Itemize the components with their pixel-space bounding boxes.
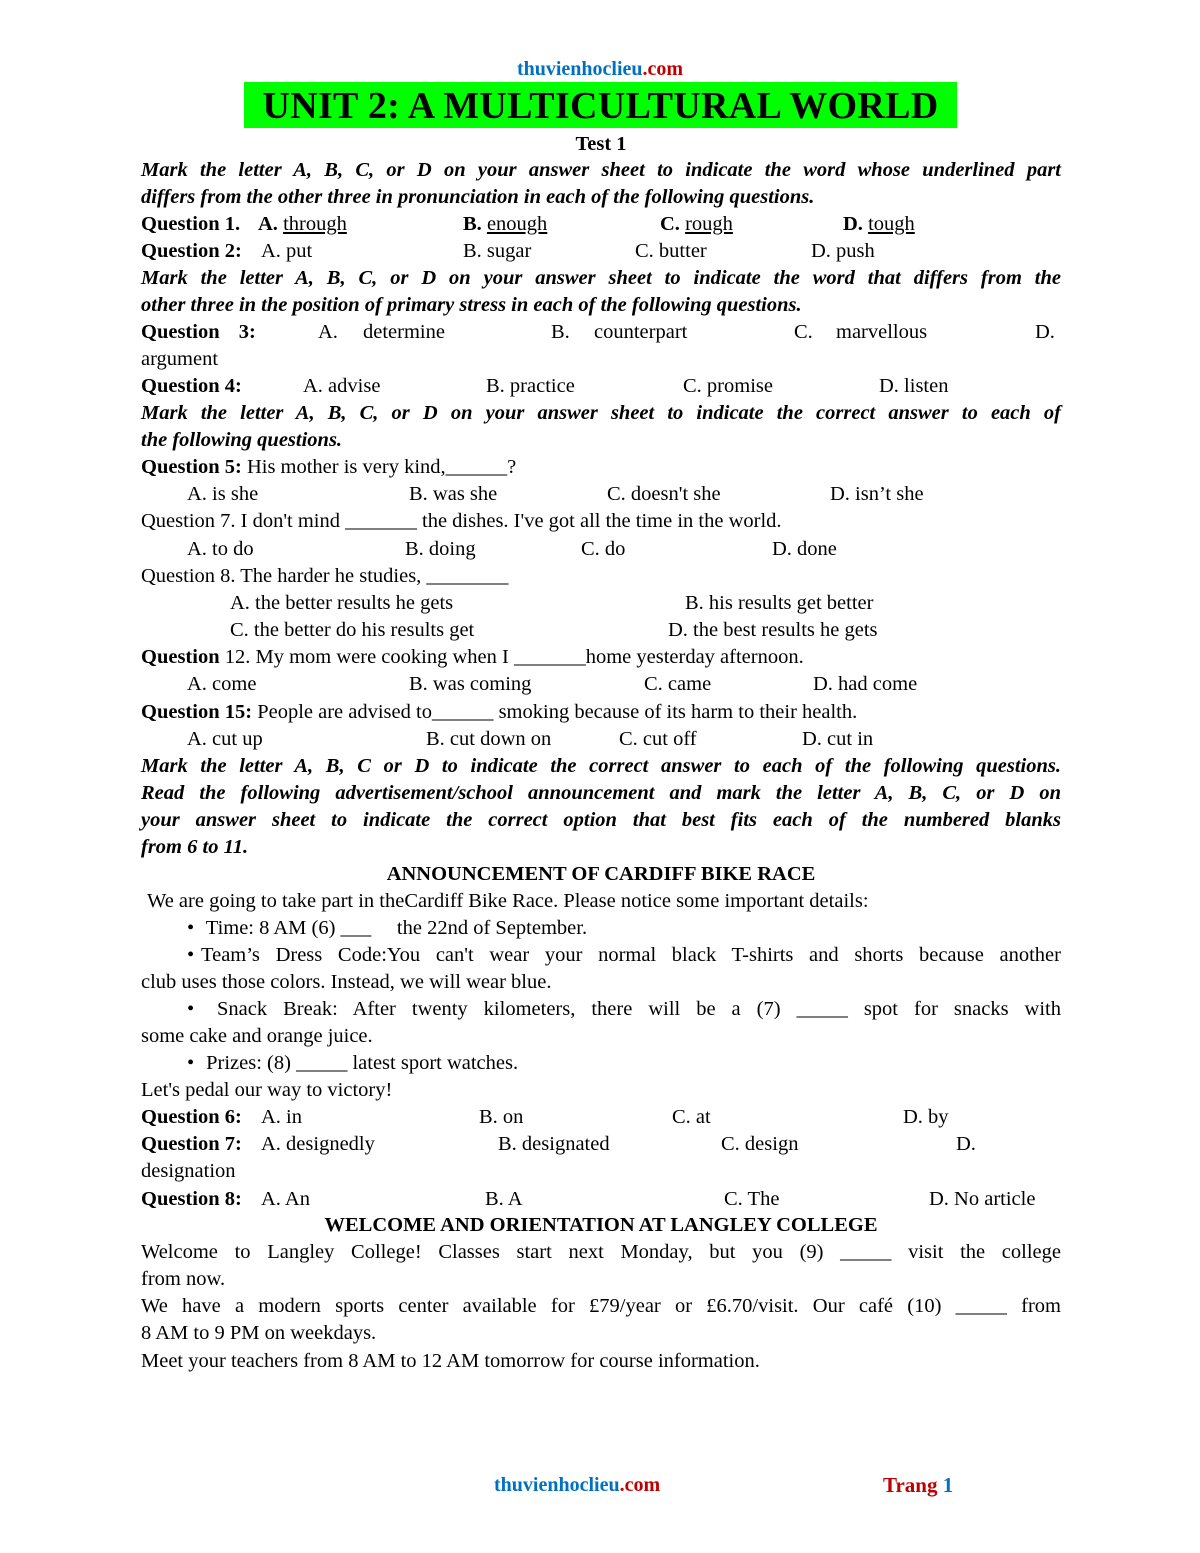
- bullet-icon: •: [187, 998, 195, 1020]
- q5-option-c: C. doesn't she: [607, 483, 721, 505]
- q6-label: Question 6:: [141, 1106, 242, 1128]
- q8b-option-a: A. An: [261, 1188, 310, 1210]
- bullet-prizes: [187, 1050, 518, 1076]
- bullet-icon: •: [187, 1052, 195, 1074]
- q3-c-letter: C.: [794, 321, 813, 343]
- instruction-pronunciation-1: Mark the letter A, B, C, or D on your answer sheet to indicate the word whose underlined part: [141, 159, 1061, 181]
- page-title: UNIT 2: A MULTICULTURAL WORLD: [244, 82, 957, 128]
- q3-label: Question 3:: [141, 321, 256, 343]
- q7-option-b: B. doing: [405, 538, 476, 560]
- q4-label: Question 4:: [141, 375, 242, 397]
- bullet-time: [187, 915, 587, 941]
- question-6: [141, 1104, 1061, 1130]
- q12-option-b: B. was coming: [409, 673, 532, 695]
- q7b-option-d: designation: [141, 1160, 236, 1182]
- q7-option-a: A. to do: [187, 538, 254, 560]
- q8-option-a: A. the better results he gets: [230, 592, 454, 614]
- header-site-name: thuvienhoclieu: [516, 58, 643, 80]
- question-8: Question 8. The harder he studies, ________: [141, 565, 509, 587]
- instruction-reading-1: Mark the letter A, B, C or D to indicate the correct answer to each of the following questions.: [141, 755, 1061, 777]
- footer-site: [494, 1474, 660, 1497]
- bullet-dress-code-2: club uses those colors. Instead, we will wear blue.: [141, 971, 552, 993]
- bullet-prizes-text: Prizes: (8) _____ latest sport watches.: [206, 1052, 519, 1074]
- header-site-domain: .com: [642, 58, 684, 80]
- q7b-option-c: C. design: [721, 1133, 799, 1155]
- q1-b-letter: B.: [463, 213, 482, 235]
- bullet-snack-text: Snack Break: After twenty kilometers, there will be a (7) _____ spot for snacks with: [217, 998, 1061, 1020]
- announcement-1-heading: ANNOUNCEMENT OF CARDIFF BIKE RACE: [386, 863, 816, 885]
- q4-option-d: D. listen: [879, 375, 949, 397]
- announcement-2-p1-2: from now.: [141, 1268, 226, 1290]
- q7-option-d: D. done: [772, 538, 837, 560]
- footer-site-name: thuvienhoclieu: [494, 1474, 620, 1496]
- header-site: [0, 58, 1200, 81]
- q2-label: Question 2:: [141, 240, 242, 262]
- q1-option-a: through: [283, 213, 347, 235]
- q6-option-d: D. by: [903, 1106, 949, 1128]
- q3-option-d: argument: [141, 348, 219, 370]
- q5-option-b: B. was she: [409, 483, 498, 505]
- q15-option-a: A. cut up: [187, 728, 263, 750]
- q3-a-letter: A.: [318, 321, 338, 343]
- q7b-label: Question 7:: [141, 1133, 242, 1155]
- q5-option-a: A. is she: [187, 483, 259, 505]
- q12-text: 12. My mom were cooking when I _______home yesterday afternoon.: [224, 646, 804, 668]
- q2-option-c: C. butter: [635, 240, 707, 262]
- bullet-snack-2: some cake and orange juice.: [141, 1025, 373, 1047]
- q6-option-b: B. on: [479, 1106, 524, 1128]
- q8b-label: Question 8:: [141, 1188, 242, 1210]
- q1-a-letter: A.: [258, 213, 278, 235]
- q1-option-b: enough: [486, 213, 548, 235]
- q12-label: Question: [141, 646, 220, 668]
- announcement-1-intro: We are going to take part in theCardiff Bike Race. Please notice some important details:: [147, 890, 869, 912]
- q8-options-row1: [141, 590, 1061, 616]
- question-7b: [141, 1131, 1061, 1157]
- q3-d-letter: D.: [1035, 321, 1055, 343]
- question-8b: [141, 1186, 1061, 1212]
- question-5: [141, 454, 516, 480]
- test-subtitle: Test 1: [575, 133, 627, 155]
- q12-option-a: A. come: [187, 673, 257, 695]
- q6-option-c: C. at: [672, 1106, 711, 1128]
- q4-option-c: C. promise: [683, 375, 773, 397]
- q12-option-c: C. came: [644, 673, 712, 695]
- instruction-grammar-2: the following questions.: [141, 429, 343, 451]
- q8-option-d: D. the best results he gets: [668, 619, 878, 641]
- q8-option-b: B. his results get better: [685, 592, 874, 614]
- q2-option-a: A. put: [261, 240, 313, 262]
- q1-d-letter: D.: [843, 213, 863, 235]
- announcement-2-p2-2: 8 AM to 9 PM on weekdays.: [141, 1322, 377, 1344]
- q7b-d-letter: D.: [956, 1133, 976, 1155]
- q2-option-b: B. sugar: [463, 240, 532, 262]
- q3-option-c: marvellous: [836, 321, 928, 343]
- question-3: [141, 319, 1061, 345]
- q15-option-d: D. cut in: [802, 728, 874, 750]
- instruction-grammar-1: Mark the letter A, B, C, or D on your answer sheet to indicate the correct answer to each of: [141, 402, 1061, 424]
- q8-option-c: C. the better do his results get: [230, 619, 475, 641]
- q7b-option-a: A. designedly: [261, 1133, 375, 1155]
- q5-text: His mother is very kind,______?: [246, 456, 517, 478]
- bullet-time-text: Time: 8 AM (6) ___ the 22nd of September.: [205, 917, 588, 939]
- q7b-option-b: B. designated: [498, 1133, 610, 1155]
- q8b-option-c: C. The: [724, 1188, 780, 1210]
- q12-option-d: D. had come: [813, 673, 918, 695]
- question-12: [141, 644, 804, 670]
- question-2: [141, 238, 1061, 264]
- announcement-1-closing: Let's pedal our way to victory!: [141, 1079, 393, 1101]
- q4-option-b: B. practice: [486, 375, 575, 397]
- q6-option-a: A. in: [261, 1106, 302, 1128]
- q3-option-b: counterpart: [594, 321, 688, 343]
- instruction-reading-3: your answer sheet to indicate the correct option that best fits each of the numbered blanks: [141, 809, 1061, 831]
- q1-c-letter: C.: [660, 213, 680, 235]
- instruction-reading-4: from 6 to 11.: [141, 836, 249, 858]
- footer-site-domain: .com: [619, 1474, 661, 1496]
- q8-options-row2: [141, 617, 1061, 643]
- q4-option-a: A. advise: [303, 375, 381, 397]
- q15-option-c: C. cut off: [619, 728, 697, 750]
- q5-options: [141, 481, 1061, 507]
- q2-option-d: D. push: [811, 240, 875, 262]
- bullet-icon: •: [187, 917, 195, 939]
- q7-options: [141, 536, 1061, 562]
- q8b-option-b: B. A: [485, 1188, 523, 1210]
- question-4: [141, 373, 1061, 399]
- announcement-2-heading: WELCOME AND ORIENTATION AT LANGLEY COLLEGE: [324, 1214, 878, 1236]
- q12-options: [141, 671, 1061, 697]
- q1-option-c: rough: [685, 213, 733, 235]
- q15-options: [141, 726, 1061, 752]
- question-1: [141, 211, 1061, 237]
- page-num: 1: [942, 1473, 954, 1497]
- question-7: Question 7. I don't mind _______ the dishes. I've got all the time in the world.: [141, 510, 782, 532]
- bullet-icon: •: [187, 944, 195, 966]
- announcement-2-p3: Meet your teachers from 8 AM to 12 AM tomorrow for course information.: [141, 1350, 760, 1372]
- q5-label: Question 5:: [141, 456, 242, 478]
- q15-option-b: B. cut down on: [426, 728, 552, 750]
- page-number: [883, 1473, 953, 1498]
- question-15: [141, 699, 857, 725]
- q1-label: Question 1.: [141, 213, 241, 235]
- q3-b-letter: B.: [551, 321, 570, 343]
- page-label: Trang: [883, 1473, 938, 1497]
- q15-label: Question 15:: [141, 701, 253, 723]
- q15-text: People are advised to______ smoking because of its harm to their health.: [257, 701, 858, 723]
- instruction-stress-1: Mark the letter A, B, C, or D on your answer sheet to indicate the word that differs from the: [141, 267, 1061, 289]
- instruction-reading-2: Read the following advertisement/school announcement and mark the letter A, B, C, or D on: [141, 782, 1061, 804]
- q8b-option-d: D. No article: [929, 1188, 1036, 1210]
- q3-option-a: determine: [363, 321, 445, 343]
- q1-option-d: tough: [868, 213, 915, 235]
- q5-option-d: D. isn’t she: [830, 483, 924, 505]
- q7-option-c: C. do: [581, 538, 626, 560]
- announcement-2-p1-1: Welcome to Langley College! Classes start next Monday, but you (9) _____ visit the college: [141, 1241, 1061, 1263]
- bullet-dress-code-text: Team’s Dress Code:You can't wear your normal black T-shirts and shorts because another: [201, 944, 1061, 966]
- announcement-2-p2-1: We have a modern sports center available for £79/year or £6.70/visit. Our café (10) _____ from: [141, 1295, 1061, 1317]
- bullet-dress-code-1: [187, 942, 1061, 968]
- instruction-pronunciation-2: differs from the other three in pronunciation in each of the following questions.: [141, 186, 815, 208]
- bullet-snack-1: [187, 996, 1061, 1022]
- instruction-stress-2: other three in the position of primary stress in each of the following questions.: [141, 294, 802, 316]
